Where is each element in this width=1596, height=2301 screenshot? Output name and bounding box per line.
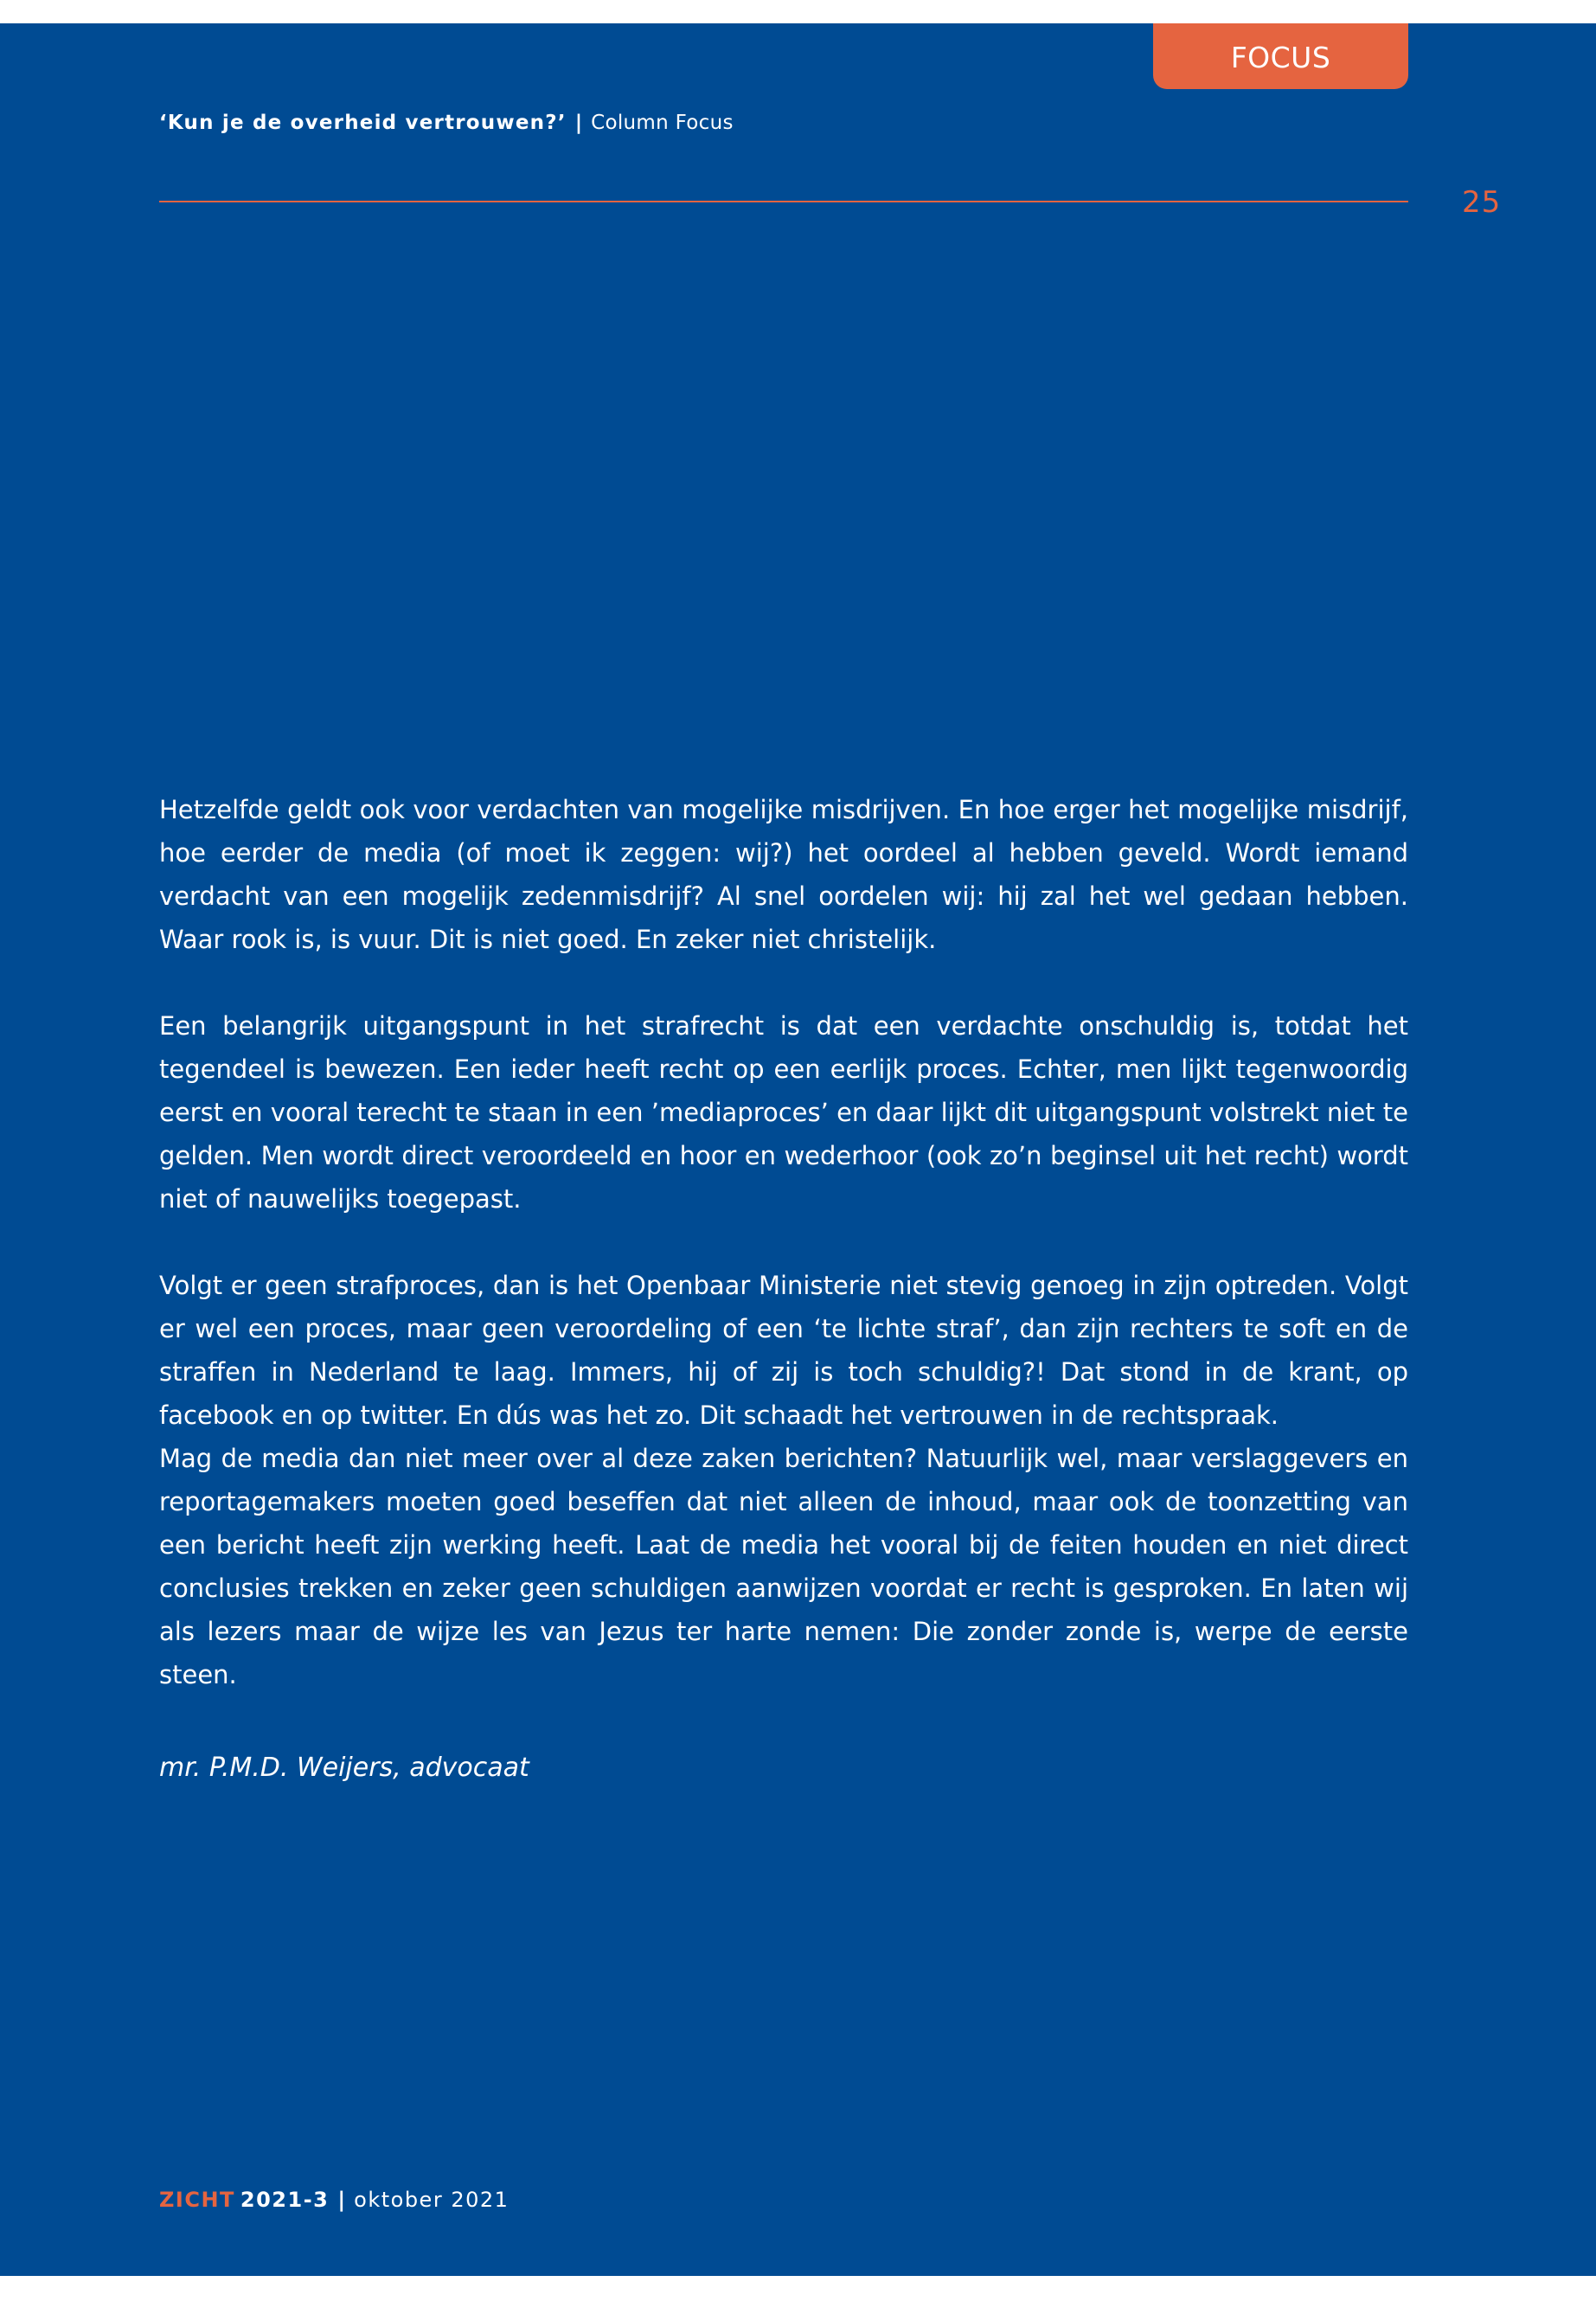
article-body xyxy=(159,788,1408,1696)
footer-issue: 2021-3 xyxy=(240,2188,330,2212)
running-header xyxy=(159,112,734,134)
running-header-section: Column Focus xyxy=(591,112,734,134)
paragraph: Hetzelfde geldt ook voor verdachten van mogelijke misdrijven. En hoe erger het mogelijke misdrijf, hoe eerder de media (of moet ik zeggen: wij?) het oordeel al hebben geveld. Wordt iemand verdacht van een mogelijk zedenmisdrijf? Al snel oordelen wij: hij zal het wel gedaan hebben. Waar rook is, is vuur. Dit is niet goed. En zeker niet christelijk. xyxy=(159,795,1408,954)
footer-date: oktober 2021 xyxy=(354,2188,510,2212)
paragraph: Een belangrijk uitgangspunt in het strafrecht is dat een verdachte onschuldig is, totdat het tegendeel is bewezen. Een ieder heeft recht op een eerlijk proces. Echter, men lijkt tegenwoordig eerst en vooral terecht te staan in een ’mediaproces’ en daar lijkt dit uitgangspunt volstrekt niet te gelden. Men wordt direct veroordeeld en hoor en wederhoor (ook zo’n beginsel uit het recht) wordt niet of nauwelijks toegepast. xyxy=(159,1011,1408,1214)
page-number: 25 xyxy=(1462,185,1502,220)
running-header-separator: | xyxy=(574,112,583,134)
running-header-title: ‘Kun je de overheid vertrouwen?’ xyxy=(159,112,567,134)
page xyxy=(0,23,1596,2276)
footer-separator: | xyxy=(337,2188,346,2212)
paragraph: Volgt er geen strafproces, dan is het Openbaar Ministerie niet stevig genoeg in zijn optreden. Volgt er wel een proces, maar geen veroordeling of een ‘te lichte straf’, dan zijn rechters te soft en de straffen in Nederland te laag. Immers, hij of zij is toch schuldig?! Dat stond in de krant, op facebook en op twitter. En dús was het zo. Dit schaadt het vertrouwen in de rechtspraak. xyxy=(159,1271,1408,1430)
footer xyxy=(159,2188,509,2212)
section-tab xyxy=(1153,23,1408,89)
paragraph: Mag de media dan niet meer over al deze zaken berichten? Natuurlijk wel, maar verslaggevers en reportagemakers moeten goed beseffen dat niet alleen de inhoud, maar ook de toonzetting van een bericht heeft zijn werking heeft. Laat de media het vooral bij de feiten houden en niet direct conclusies trekken en zeker geen schuldigen aanwijzen voordat er recht is gesproken. En laten wij als lezers maar de wijze les van Jezus ter harte nemen: Die zonder zonde is, werpe de eerste steen. xyxy=(159,1444,1408,1689)
author-signature: mr. P.M.D. Weijers, advocaat xyxy=(159,1753,529,1783)
header-rule xyxy=(159,201,1408,202)
section-tab-label: FOCUS xyxy=(1230,41,1331,74)
footer-magazine-name: ZICHT xyxy=(159,2188,235,2212)
